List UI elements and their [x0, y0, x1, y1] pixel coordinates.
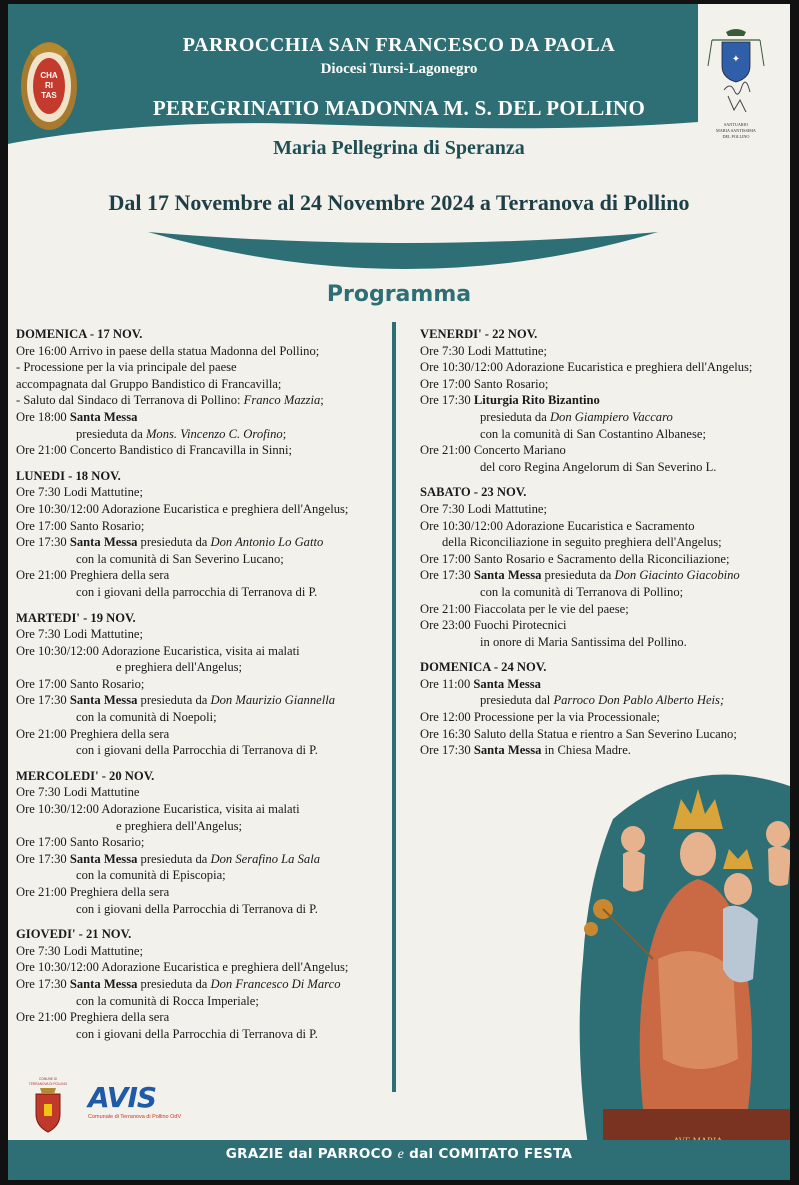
schedule-line	[420, 709, 790, 726]
schedule-text: Ore 17:00 Santo Rosario;	[420, 376, 549, 391]
schedule-text: Ore 7:30 Lodi Mattutine;	[16, 627, 143, 642]
schedule-line	[16, 901, 388, 918]
schedule-text: Santa Messa	[69, 851, 138, 866]
schedule-line	[16, 959, 388, 976]
schedule-text: ;	[320, 393, 324, 408]
schedule-text: con la comunità di Rocca Imperiale;	[76, 993, 259, 1008]
schedule-text: con i giovani della parrocchia di Terranova di P.	[76, 584, 318, 599]
avis-logo	[88, 1081, 198, 1124]
schedule-line	[16, 643, 388, 660]
schedule-line	[420, 601, 790, 618]
schedule-text: Ore 12:00 Processione per la via Processionale;	[420, 710, 660, 725]
schedule-line	[16, 851, 388, 868]
schedule-text: e preghiera dell'Angelus;	[116, 818, 243, 833]
schedule-text: Don Antonio Lo Gatto	[210, 535, 324, 550]
schedule-text: presieduta dal	[480, 693, 554, 708]
schedule-line	[16, 626, 388, 643]
schedule-line	[16, 976, 388, 993]
schedule-line	[420, 442, 790, 459]
schedule-line	[420, 676, 790, 693]
schedule-text: con i giovani della Parrocchia di Terranova di P.	[76, 1026, 318, 1041]
schedule-line	[16, 676, 388, 693]
schedule-line	[16, 484, 388, 501]
schedule-line	[16, 692, 388, 709]
schedule-text: con la comunità di San Costantino Albanese;	[480, 426, 706, 441]
schedule-text: Ore 17:30	[16, 851, 70, 866]
day-heading: GIOVEDI' - 21 NOV.	[16, 927, 132, 942]
schedule-text: Don Serafino La Sala	[210, 851, 321, 866]
svg-text:SANTUARIO: SANTUARIO	[723, 122, 749, 127]
footer-text-part-3: dal COMITATO FESTA	[404, 1146, 573, 1162]
schedule-text: Don Giacinto Giacobino	[614, 568, 740, 583]
schedule-line	[16, 409, 388, 426]
schedule-text: - Saluto dal Sindaco di Terranova di Pollino:	[16, 393, 244, 408]
schedule-line	[16, 659, 388, 676]
schedule-line	[16, 943, 388, 960]
schedule-text: Ore 17:00 Santo Rosario;	[16, 518, 145, 533]
schedule-text: presieduta da	[137, 535, 211, 550]
schedule-line	[420, 567, 790, 584]
schedule-text: Ore 21:00 Preghiera della sera	[16, 1010, 170, 1025]
schedule-line	[420, 392, 790, 409]
schedule-line	[420, 692, 790, 709]
schedule-text: Ore 10:30/12:00 Adorazione Eucaristica e Sacramento	[420, 518, 695, 533]
schedule-text: Ore 21:00 Concerto Mariano	[420, 443, 566, 458]
schedule-text: con la comunità di San Severino Lucano;	[76, 551, 284, 566]
avis-subtitle: Comunale di Terranova di Pollino OdV	[88, 1114, 182, 1120]
schedule-text: Ore 17:30	[16, 976, 70, 991]
schedule-text: Ore 10:30/12:00 Adorazione Eucaristica, visita ai malati	[16, 802, 300, 817]
schedule-text: Ore 17:30	[420, 743, 474, 758]
schedule-text: Ore 10:30/12:00 Adorazione Eucaristica e preghiera dell'Angelus;	[16, 960, 349, 975]
schedule-line	[16, 584, 388, 601]
schedule-line	[16, 1026, 388, 1043]
svg-text:TERRANOVA DI POLLINO: TERRANOVA DI POLLINO	[28, 1082, 68, 1086]
comune-crest-icon	[26, 1074, 70, 1136]
svg-text:MARIA SANTISSIMA: MARIA SANTISSIMA	[716, 128, 756, 133]
schedule-line	[16, 426, 388, 443]
schedule-text: in onore di Maria Santissima del Pollino.	[480, 634, 687, 649]
schedule-line	[420, 409, 790, 426]
schedule-line	[16, 534, 388, 551]
schedule-text: accompagnata dal Gruppo Bandistico di Francavilla;	[16, 376, 282, 391]
footer-text-part-2: e	[397, 1147, 405, 1162]
schedule-line	[16, 784, 388, 801]
schedule-text: presieduta da	[541, 568, 615, 583]
schedule-line	[16, 726, 388, 743]
schedule-text: della Riconciliazione in seguito preghiera dell'Angelus;	[442, 535, 722, 550]
schedule-line	[16, 392, 388, 409]
schedule-text: Santa Messa	[473, 676, 541, 691]
schedule-line	[16, 742, 388, 759]
schedule-text: presieduta da	[137, 976, 211, 991]
schedule-text: con la comunità di Terranova di Pollino;	[480, 584, 684, 599]
schedule-line	[420, 551, 790, 568]
schedule-line	[16, 442, 388, 459]
avis-logo-text: AVIS	[88, 1081, 157, 1114]
schedule-text: Ore 21:00 Concerto Bandistico di Francavilla in Sinni;	[16, 443, 292, 458]
schedule-text: Ore 10:30/12:00 Adorazione Eucaristica e preghiera dell'Angelus;	[16, 501, 349, 516]
schedule-text: Franco Mazzia	[243, 393, 321, 408]
event-dates: Dal 17 Novembre al 24 Novembre 2024 a Terranova di Pollino	[108, 190, 690, 215]
schedule-line	[16, 1009, 388, 1026]
event-subtitle: Maria Pellegrina di Speranza	[273, 137, 525, 159]
schedule-text: Mons. Vincenzo C. Orofino	[145, 426, 283, 441]
schedule-text: Ore 16:30 Saluto della Statua e rientro a San Severino Lucano;	[420, 726, 737, 741]
day-heading: DOMENICA - 24 NOV.	[420, 660, 547, 675]
schedule-text: Ore 17:30	[16, 693, 70, 708]
teal-arc-divider	[8, 214, 790, 284]
schedule-line	[16, 343, 388, 360]
schedule-line	[16, 518, 388, 535]
schedule-text: Ore 17:00 Santo Rosario e Sacramento della Riconciliazione;	[420, 551, 730, 566]
schedule-text: Santa Messa	[69, 409, 138, 424]
schedule-line	[16, 818, 388, 835]
column-divider	[392, 322, 396, 1092]
schedule-line	[16, 834, 388, 851]
schedule-text: Don Francesco Di Marco	[210, 976, 341, 991]
schedule-text: Don Maurizio Giannella	[210, 693, 336, 708]
schedule-line	[16, 884, 388, 901]
schedule-line	[16, 567, 388, 584]
schedule-text: presieduta da	[137, 693, 211, 708]
schedule-text: con i giovani della Parrocchia di Terranova di P.	[76, 743, 318, 758]
left-schedule-column	[16, 326, 388, 1042]
day-heading: SABATO - 23 NOV.	[420, 485, 527, 500]
madonna-statue-image	[573, 759, 790, 1179]
svg-text:COMUNE DI: COMUNE DI	[38, 1077, 58, 1081]
schedule-text: Ore 17:30	[420, 568, 474, 583]
schedule-text: ;	[282, 426, 287, 441]
schedule-line	[420, 617, 790, 634]
schedule-line	[16, 709, 388, 726]
schedule-line	[16, 801, 388, 818]
schedule-line	[420, 634, 790, 651]
schedule-text: Santa Messa	[69, 693, 138, 708]
schedule-text: Santa Messa	[473, 568, 542, 583]
schedule-line	[420, 376, 790, 393]
schedule-text: Ore 16:00 Arrivo in paese della statua Madonna del Pollino;	[16, 343, 320, 358]
day-heading: MARTEDI' - 19 NOV.	[16, 610, 136, 625]
schedule-text: Ore 21:00 Fiaccolata per le vie del paese;	[420, 601, 629, 616]
schedule-text: Ore 18:00	[16, 409, 70, 424]
day-heading: LUNEDI - 18 NOV.	[16, 468, 121, 483]
schedule-line	[16, 359, 388, 376]
schedule-line	[420, 459, 790, 476]
schedule-line	[16, 551, 388, 568]
svg-text:✦: ✦	[731, 54, 741, 65]
svg-text:DEL POLLINO: DEL POLLINO	[722, 134, 750, 139]
footer-text-part-1: GRAZIE dal PARROCO	[225, 1146, 398, 1162]
schedule-line	[420, 534, 790, 551]
schedule-text: presieduta da	[76, 426, 146, 441]
schedule-line	[16, 993, 388, 1010]
schedule-line	[420, 518, 790, 535]
schedule-line	[420, 584, 790, 601]
schedule-text: Ore 7:30 Lodi Mattutine;	[420, 501, 547, 516]
right-schedule-column	[420, 326, 790, 759]
schedule-text: Ore 10:30/12:00 Adorazione Eucaristica e preghiera dell'Angelus;	[420, 360, 753, 375]
schedule-text: Parroco Don Pablo Alberto Heis;	[553, 693, 725, 708]
schedule-text: con la comunità di Episcopia;	[76, 868, 226, 883]
schedule-text: Santa Messa	[473, 743, 542, 758]
schedule-text: Ore 17:00 Santo Rosario;	[16, 676, 145, 691]
schedule-line	[420, 726, 790, 743]
schedule-line	[420, 426, 790, 443]
schedule-text: presieduta da	[480, 409, 550, 424]
schedule-text: con i giovani della Parrocchia di Terranova di P.	[76, 901, 318, 916]
schedule-text: Ore 7:30 Lodi Mattutine;	[420, 343, 547, 358]
schedule-text: Ore 21:00 Preghiera della sera	[16, 726, 170, 741]
day-heading: MERCOLEDI' - 20 NOV.	[16, 768, 155, 783]
schedule-text: in Chiesa Madre.	[541, 743, 631, 758]
schedule-text: Ore 23:00 Fuochi Pirotecnici	[420, 618, 567, 633]
schedule-text: Ore 17:30	[420, 393, 474, 408]
schedule-text: presieduta da	[137, 851, 211, 866]
event-title: PEREGRINATIO MADONNA M. S. DEL POLLINO	[152, 96, 646, 120]
program-title: Programma	[326, 282, 472, 307]
schedule-text: Ore 7:30 Lodi Mattutine	[16, 785, 140, 800]
schedule-text: Ore 17:00 Santo Rosario;	[16, 835, 145, 850]
day-heading: VENERDI' - 22 NOV.	[420, 327, 538, 341]
parish-name: PARROCCHIA SAN FRANCESCO DA PAOLA	[182, 34, 616, 56]
schedule-text: Don Giampiero Vaccaro	[549, 409, 673, 424]
svg-text:RI: RI	[45, 81, 53, 90]
schedule-line	[420, 501, 790, 518]
schedule-text: Santa Messa	[69, 976, 138, 991]
schedule-text: con la comunità di Noepoli;	[76, 710, 217, 725]
schedule-line	[420, 359, 790, 376]
schedule-line	[16, 501, 388, 518]
schedule-text: Ore 21:00 Preghiera della sera	[16, 885, 170, 899]
day-heading: DOMENICA - 17 NOV.	[16, 327, 143, 341]
schedule-text: - Processione per la via principale del paese	[16, 360, 237, 375]
schedule-text: Ore 17:30	[16, 535, 70, 550]
schedule-text: Ore 11:00	[420, 676, 474, 691]
schedule-line	[16, 867, 388, 884]
diocese-name: Diocesi Tursi-Lagonegro	[320, 61, 478, 77]
schedule-text: Ore 21:00 Preghiera della sera	[16, 568, 170, 583]
poster	[8, 4, 790, 1180]
schedule-text: Ore 7:30 Lodi Mattutine;	[16, 943, 143, 958]
schedule-line	[16, 376, 388, 393]
schedule-text: Liturgia Rito Bizantino	[473, 393, 600, 408]
schedule-text: Ore 7:30 Lodi Mattutine;	[16, 485, 143, 500]
schedule-text: del coro Regina Angelorum di San Severino L.	[480, 459, 717, 474]
schedule-line	[420, 343, 790, 360]
schedule-text: e preghiera dell'Angelus;	[116, 660, 243, 675]
svg-text:CHA: CHA	[40, 71, 58, 80]
footer-thanks	[8, 1146, 790, 1163]
schedule-text: Santa Messa	[69, 535, 138, 550]
schedule-line	[420, 742, 790, 759]
schedule-text: Ore 10:30/12:00 Adorazione Eucaristica, visita ai malati	[16, 643, 300, 658]
svg-text:TAS: TAS	[41, 91, 57, 100]
